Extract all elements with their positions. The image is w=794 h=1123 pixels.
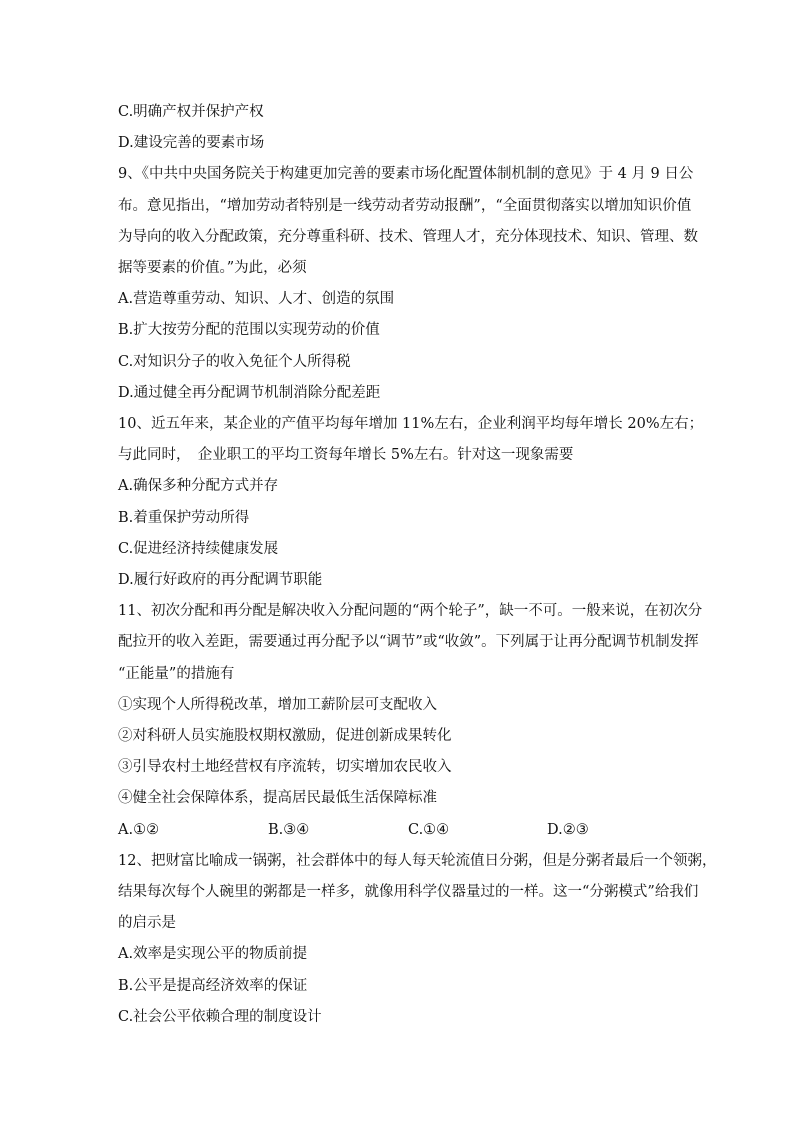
answer-option: D.履行好政府的再分配调节职能: [118, 572, 323, 588]
question-line: 配拉开的收入差距，需要通过再分配予以“调节”或“收敛”。下列属于让再分配调节机制发挥: [118, 634, 699, 651]
question-line: 布。意见指出，“增加劳动者特别是一线劳动者劳动报酬”，“全面贯彻落实以增加知识价值: [118, 197, 692, 214]
question-line: 10、近五年来，某企业的产值平均每年增加 11%左右，企业利润平均每年增长 20%左右；: [118, 416, 704, 432]
answer-option: A.确保多种分配方式并存: [118, 478, 279, 495]
answer-choice: D.②③: [547, 821, 589, 838]
answer-option: C.对知识分子的收入免征个人所得税: [118, 353, 351, 370]
answer-option: D.通过健全再分配调节机制消除分配差距: [118, 384, 381, 401]
answer-choice: A.①②: [118, 821, 160, 838]
answer-option: C.社会公平依赖合理的制度设计: [118, 1008, 322, 1025]
question-line: 12、把财富比喻成一锅粥，社会群体中的每人每天轮流值日分粥，但是分粥者最后一个领粥，: [118, 852, 717, 869]
answer-choice: B.③④: [268, 821, 310, 838]
answer-option: ③引导农村土地经营权有序流转，切实增加农民收入: [118, 759, 452, 776]
answer-option: A.营造尊重劳动、知识、人才、创造的氛围: [118, 291, 395, 308]
answer-option: ④健全社会保障体系，提高居民最低生活保障标准: [118, 790, 437, 807]
question-line: 与此同时， 企业职工的平均工资每年增长 5%左右。针对这一现象需要: [118, 447, 574, 464]
answer-option: ①实现个人所得税改革，增加工薪阶层可支配收入: [118, 696, 437, 713]
question-line: 的启示是: [118, 915, 176, 932]
answer-option: C.促进经济持续健康发展: [118, 540, 279, 557]
answer-option: B.扩大按劳分配的范围以实现劳动的价值: [118, 322, 380, 339]
question-line: 结果每次每个人碗里的粥都是一样多，就像用科学仪器量过的一样。这一“分粥模式”给我们: [118, 884, 699, 900]
answer-choices-row: [118, 820, 678, 840]
answer-option: D.建设完善的要素市场: [118, 135, 265, 152]
question-line: 为导向的收入分配政策，充分尊重科研、技术、管理人才，充分体现技术、知识、管理、数: [118, 228, 698, 245]
question-line: 据等要素的价值。”为此，必须: [118, 260, 307, 276]
answer-option: ②对科研人员实施股权期权激励，促进创新成果转化: [118, 728, 452, 744]
answer-option: C.明确产权并保护产权: [118, 104, 264, 120]
question-line: 11、初次分配和再分配是解决收入分配问题的“两个轮子”，缺一不可。一般来说，在初次分: [118, 603, 703, 620]
question-line: 9、《中共中央国务院关于构建更加完善的要素市场化配置体制机制的意见》于 4 月 9 日公: [118, 166, 694, 183]
question-line: “正能量”的措施有: [118, 665, 235, 682]
answer-option: B.公平是提高经济效率的保证: [118, 977, 308, 994]
answer-choice: C.①④: [408, 821, 450, 838]
answer-option: A.效率是实现公平的物质前提: [118, 946, 308, 963]
answer-option: B.着重保护劳动所得: [118, 509, 250, 526]
